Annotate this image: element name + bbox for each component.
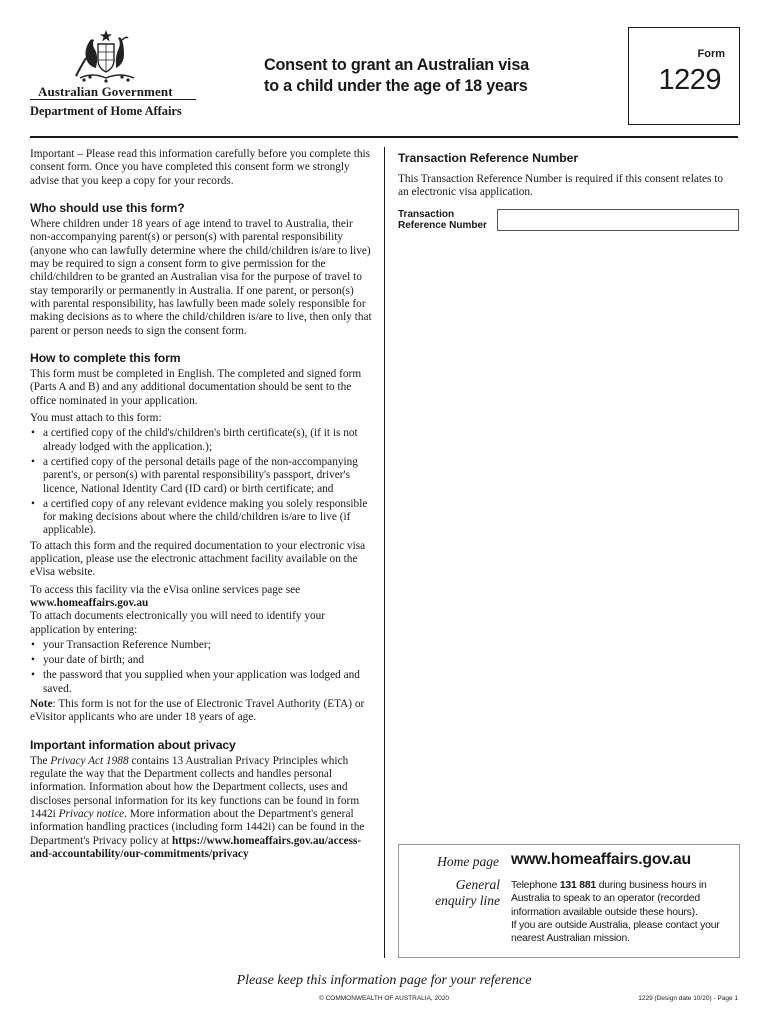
info-column xyxy=(30,148,376,861)
page-info: 1229 (Design date 10/20) - Page 1 xyxy=(638,995,738,1002)
enquiry-details xyxy=(511,879,735,945)
how-paragraph-4: To access this facility via the eVisa online services page see xyxy=(30,583,301,596)
who-heading: Who should use this form? xyxy=(30,200,185,215)
note xyxy=(30,698,376,725)
column-divider xyxy=(384,147,385,958)
form-title-line-1: Consent to grant an Australian visa xyxy=(264,56,529,74)
attach-list xyxy=(30,427,376,537)
privacy-act-title: Privacy Act 1988 xyxy=(50,754,129,767)
form-number: 1229 xyxy=(658,64,721,96)
privacy-notice-title: Privacy notice xyxy=(58,808,125,821)
form-title-line-2: to a child under the age of 18 years xyxy=(264,77,528,95)
privacy-text-2: contains 13 Australian Privacy Principles which regulate the way that the Department collects and handles personal information. Information about how the Department collects, uses and discloses personal information for its key functions can be found in form 1442i xyxy=(30,754,360,821)
telephone-number: 131 881 xyxy=(559,880,597,891)
privacy-body xyxy=(30,755,376,861)
how-paragraph-1: This form must be completed in English. The completed and signed form (Parts A and B) and any additional documentation should be sent to the office nominated in your application. xyxy=(30,368,362,407)
form-title xyxy=(264,55,594,97)
telephone-suffix: during business hours in Australia to speak to an operator (recorded information available outside these hours). xyxy=(511,880,707,918)
how-heading: How to complete this form xyxy=(30,350,181,365)
trn-label-line-2: Reference Number xyxy=(398,220,487,231)
government-name: Australian Government xyxy=(38,84,173,99)
privacy-policy-link[interactable]: https://www.homeaffairs.gov.au/access-and-accountability/our-commitments/privacy xyxy=(30,834,362,860)
coat-of-arms-icon xyxy=(72,28,140,86)
enquiry-line-label xyxy=(399,877,500,909)
privacy-text-3: . More information about the Department's general information handling practices (including form 1442i) can be found in the Department's Privacy policy at xyxy=(30,808,365,847)
enquiry-label-line-2: enquiry line xyxy=(435,893,500,908)
trn-description: This Transaction Reference Number is required if this consent relates to an electronic visa application. xyxy=(398,173,724,199)
trn-field-label xyxy=(398,209,494,231)
trn-label-line-1: Transaction xyxy=(398,209,455,220)
list-item: • the password that you supplied when your application was lodged and saved. xyxy=(30,669,376,696)
note-text: : This form is not for the use of Electronic Travel Authority (ETA) or eVisitor applicants who are under 18 years of age. xyxy=(30,697,365,724)
how-paragraph-3: To attach this form and the required documentation to your electronic visa application, please use the electronic attachment facility available on the eVisa website. xyxy=(30,539,366,579)
trn-input[interactable] xyxy=(497,209,739,231)
list-item: • a certified copy of the personal details page of the non-accompanying parent's, or person(s) with parental responsibility's passport, driver's licence, National Identity Card (ID card) or birth certificate; and xyxy=(30,456,376,496)
how-paragraph-2: You must attach to this form: xyxy=(30,412,162,425)
list-item: • a certified copy of any relevant evidence making you solely responsible for making decisions about where the child/children is/are to live (if applicable). xyxy=(30,498,376,538)
header-divider xyxy=(30,136,738,138)
telephone-prefix: Telephone xyxy=(511,880,560,891)
list-item: • your Transaction Reference Number; xyxy=(30,639,376,652)
how-paragraph-5: To attach documents electronically you will need to identify your application by entering: xyxy=(30,610,326,636)
who-body: Where children under 18 years of age intend to travel to Australia, their non-accompanying parent(s) or person(s) with parental responsibility (anyone who can lawfully determine where the child/children is/are to live) may be required to sign a consent form to give permission for the child/children to be granted an Australian visa for the purpose of travel to stay temporarily or permanently in Australia. If one parent, or person(s) with parental responsibility, has lawfully been made solely responsible for making decisions as to where the child/children is/are to live, then only that parent or person needs to sign the consent form. xyxy=(30,218,372,337)
enquiry-label-line-1: General xyxy=(455,877,500,892)
keep-reference-note: Please keep this information page for your reference xyxy=(236,973,532,988)
home-page-label: Home page xyxy=(437,854,499,869)
contact-box xyxy=(398,844,740,958)
privacy-heading: Important information about privacy xyxy=(30,737,236,752)
list-item: • your date of birth; and xyxy=(30,654,376,667)
intro-text: Important – Please read this information carefully before you complete this consent form. Once you have completed this consent form we strongly advise that you keep a copy for your records. xyxy=(30,148,371,187)
list-item: • a certified copy of the child's/children's birth certificate(s), (if it is not already lodged with the application.); xyxy=(30,427,376,454)
divider xyxy=(30,99,196,100)
form-label: Form xyxy=(697,48,725,60)
form-number-box xyxy=(628,27,740,125)
outside-australia-text: If you are outside Australia, please contact your nearest Australian mission. xyxy=(511,919,720,945)
copyright: © COMMONWEALTH OF AUSTRALIA, 2020 xyxy=(319,995,449,1002)
home-page-link[interactable]: www.homeaffairs.gov.au xyxy=(511,851,691,868)
privacy-text-1: The xyxy=(30,754,51,767)
department-name: Department of Home Affairs xyxy=(30,104,182,118)
trn-heading: Transaction Reference Number xyxy=(398,151,579,165)
note-label: Note xyxy=(30,697,53,710)
identify-list xyxy=(30,639,376,696)
evisa-link[interactable]: www.homeaffairs.gov.au xyxy=(30,596,149,609)
